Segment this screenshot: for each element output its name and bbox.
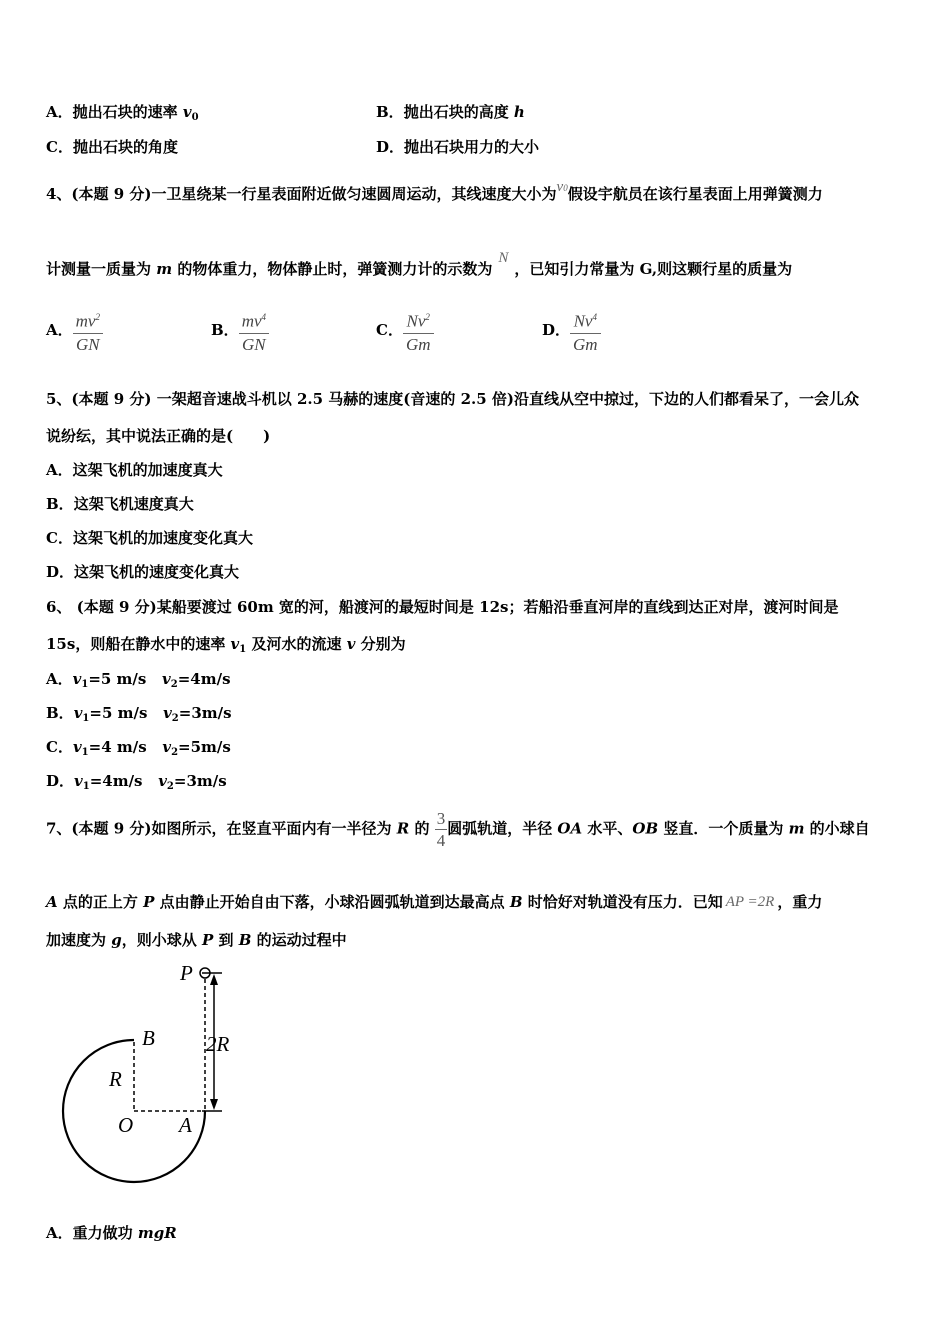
label-p: P [180,961,193,985]
q3-option-d: D．抛出石块用力的大小 [376,138,540,156]
q4-option-c: C． $\frac{Nv^2}{Gm}$ [376,306,434,356]
arrow-up [210,974,218,985]
q5-option-d: D．这架飞机的速度变化真大 [46,563,240,581]
label-b: B [142,1026,155,1050]
q4-line2: 计测量一质量为 m 的物体重力，物体静止时，弹簧测力计的示数为N，已知引力常量为 G,则这颗行星的质量为 [46,250,793,278]
q5-option-a: A．这架飞机的加速度真大 [46,461,223,479]
label-2r: 2R [206,1032,230,1056]
q6-line2: 15s，则船在静水中的速率 $v_1$ 及河水的流速 v 分别为 [46,635,406,655]
q5-line2: 说纷纭，其中说法正确的是( ) [46,427,271,445]
q7-option-a: A．重力做功 mgR [46,1224,177,1242]
q7-line1: 7、(本题 9 分)如图所示，在竖直平面内有一半径为 R 的 $\frac{3}{4}$ 圆弧轨道，半径 OA 水平、OB 竖直．一个质量为 m 的小球自 [46,809,870,850]
q7-line3: 加速度为 g，则小球从 P 到 B 的运动过程中 [46,931,347,949]
label-a: A [179,1113,192,1137]
q7-figure [50,955,250,1195]
q5-line1: 5、(本题 9 分) 一架超音速战斗机以 2.5 马赫的速度(音速的 2.5 倍)沿直线从空中掠过，下边的人们都看呆了，一会儿众 [46,390,860,408]
q5-option-c: C．这架飞机的加速度变化真大 [46,529,253,547]
q3-option-c: C．抛出石块的角度 [46,138,178,156]
q6-option-c: C．$v_1=4$ m/s $v_2=5m/s$ [46,738,231,758]
q4-option-a: A． $\frac{mv^2}{GN}$ [46,306,103,356]
q7-line2: A 点的正上方 P 点由静止开始自由下落，小球沿圆弧轨道到达最高点 B 时恰好对轨道没有压力．已知 AP =2R ，重力 [46,893,823,911]
q4-option-b: B． $\frac{mv^4}{GN}$ [211,306,269,356]
q6-line1: 6、 (本题 9 分)某船要渡过 60m 宽的河，船渡河的最短时间是 12s；若船沿垂直河岸的直线到达正对岸，渡河时间是 [46,598,839,616]
q4-line1: 4、(本题 9 分)一卫星绕某一行星表面附近做匀速圆周运动，其线速度大小为v0假设宇航员在该行星表面上用弹簧测力 [46,179,823,203]
q6-option-d: D．$v_1=4m/s$ $v_2=3m/s$ [46,772,227,792]
q6-option-b: B．$v_1=5$ m/s $v_2=3m/s$ [46,704,232,724]
q4-option-d: D． $\frac{Nv^4}{Gm}$ [542,306,601,356]
q3-option-a: A．抛出石块的速率 $v_0$ [46,103,199,123]
arrow-down [210,1099,218,1110]
q6-option-a: A．$v_1=5$ m/s $v_2=4m/s$ [46,670,231,690]
label-o: O [118,1113,134,1137]
label-r: R [109,1067,122,1091]
q3-option-b: B．抛出石块的高度 h [376,103,525,121]
q5-option-b: B．这架飞机速度真大 [46,495,194,513]
